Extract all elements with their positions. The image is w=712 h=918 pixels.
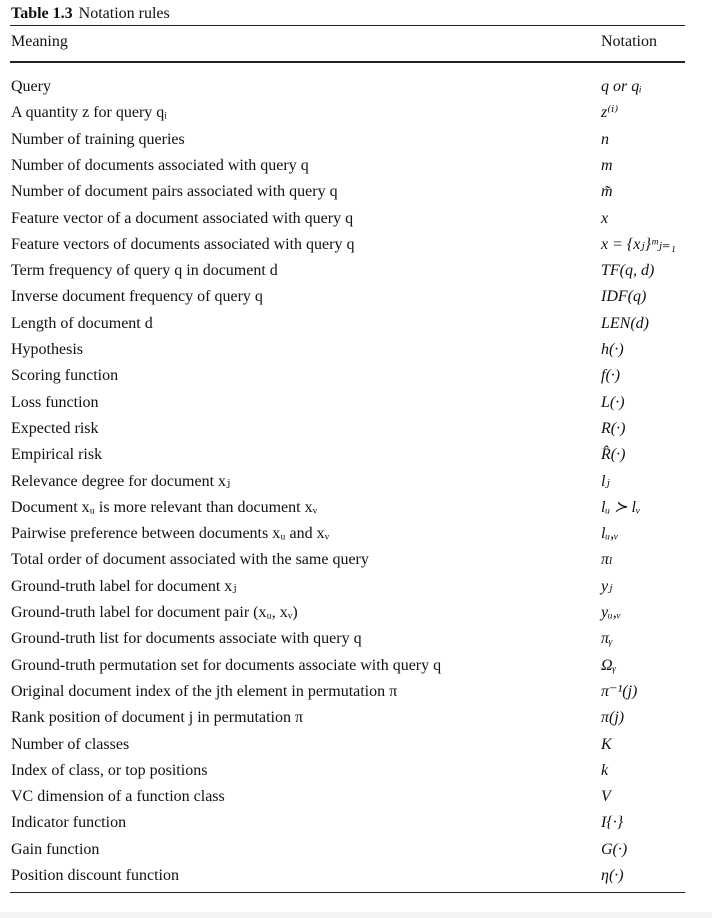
table-caption: [11, 4, 170, 24]
table-row: [11, 234, 686, 256]
notation-cell: R̂(·): [601, 446, 626, 464]
meaning-cell: Empirical risk: [11, 446, 103, 464]
notation-cell: η(·): [601, 867, 624, 884]
table-row: [11, 523, 686, 545]
column-header-notation: Notation: [601, 33, 657, 50]
meaning-cell: Query: [11, 78, 51, 95]
meaning-cell: Original document index of the jth element in permutation π: [11, 682, 398, 700]
notation-cell: π⁻¹(j): [601, 682, 638, 700]
table-row: [11, 655, 686, 677]
notation-cell: z⁽ⁱ⁾: [601, 104, 619, 122]
meaning-cell: Inverse document frequency of query q: [11, 288, 263, 306]
table-row: [11, 628, 686, 650]
meaning-cell: Pairwise preference between documents xᵤ and xᵥ: [11, 525, 330, 543]
meaning-cell: Number of training queries: [11, 130, 185, 148]
meaning-cell: Hypothesis: [11, 341, 83, 358]
meaning-cell: Ground-truth permutation set for documents associate with query q: [11, 656, 442, 674]
table-row: [11, 839, 686, 861]
meaning-cell: Index of class, or top positions: [11, 761, 208, 779]
notation-cell: πᵧ: [601, 630, 613, 648]
table-row: [11, 707, 686, 729]
table-row: [11, 444, 686, 466]
notation-cell: TF(q, d): [601, 262, 655, 280]
meaning-cell: Ground-truth label for document xⱼ: [11, 577, 237, 595]
table-row: [11, 734, 686, 756]
meaning-cell: Number of classes: [11, 735, 130, 753]
meaning-cell: Ground-truth label for document pair (xᵤ, xᵥ): [11, 604, 298, 621]
table-row: [11, 102, 686, 124]
meaning-cell: Expected risk: [11, 419, 99, 437]
meaning-cell: Term frequency of query q in document d: [11, 262, 278, 280]
table-row: [11, 76, 686, 98]
table-row: [11, 313, 686, 335]
table-row: [11, 865, 686, 887]
meaning-cell: Document xᵤ is more relevant than document xᵥ: [11, 498, 318, 516]
notation-cell: m: [601, 156, 613, 174]
notation-cell: πₗ: [601, 551, 613, 569]
table-row: [11, 549, 686, 571]
notation-cell: LEN(d): [601, 314, 649, 332]
meaning-cell: Feature vector of a document associated with query q: [11, 209, 354, 227]
table-row: [11, 576, 686, 598]
notation-cell: Ωᵧ: [601, 656, 617, 674]
column-header-meaning: Meaning: [11, 33, 68, 50]
meaning-cell: Position discount function: [11, 867, 179, 884]
notation-cell: I{·}: [601, 814, 624, 832]
header-rule: [10, 61, 685, 63]
meaning-cell: A quantity z for query qᵢ: [11, 104, 167, 122]
table-row: [11, 786, 686, 808]
table-row: [11, 418, 686, 440]
notation-cell: lᵤ,ᵥ: [601, 525, 619, 543]
notation-cell: m̃: [601, 183, 613, 201]
notation-cell: π(j): [601, 709, 625, 727]
table-row: [11, 760, 686, 782]
meaning-cell: Scoring function: [11, 367, 119, 385]
meaning-cell: Gain function: [11, 840, 100, 858]
table-row: [11, 365, 686, 387]
notation-cell: lᵤ ≻ lᵥ: [601, 498, 641, 516]
notation-cell: G(·): [601, 840, 628, 858]
meaning-cell: Length of document d: [11, 314, 153, 332]
notation-cell: x = {xⱼ}ᵐⱼ₌₁: [601, 235, 676, 253]
table-row: [11, 602, 686, 624]
table-row: [11, 471, 686, 493]
notation-cell: K: [601, 735, 612, 753]
page-bottom-strip: [0, 912, 712, 918]
notation-cell: IDF(q): [601, 288, 647, 306]
table-row: [11, 208, 686, 230]
notation-cell: yᵤ,ᵥ: [601, 604, 622, 621]
notation-cell: L(·): [601, 393, 625, 411]
bottom-rule: [10, 892, 685, 893]
table-row: [11, 129, 686, 151]
table-row: [11, 681, 686, 703]
table-row: [11, 155, 686, 177]
table-row: [11, 497, 686, 519]
table-row: [11, 392, 686, 414]
meaning-cell: Total order of document associated with the same query: [11, 551, 369, 569]
notation-cell: h(·): [601, 341, 624, 358]
notation-cell: q or qᵢ: [601, 78, 642, 95]
table-row: [11, 181, 686, 203]
notation-cell: k: [601, 761, 609, 779]
meaning-cell: VC dimension of a function class: [11, 788, 225, 806]
notation-cell: V: [601, 788, 611, 806]
notation-cell: x: [601, 209, 609, 227]
meaning-cell: Number of documents associated with query q: [11, 156, 309, 174]
notation-cell: f(·): [601, 367, 621, 385]
meaning-cell: Indicator function: [11, 814, 127, 832]
table-row: [11, 286, 686, 308]
meaning-cell: Loss function: [11, 393, 99, 411]
top-rule: [10, 25, 685, 26]
notation-cell: lⱼ: [601, 472, 610, 490]
table-row: [11, 812, 686, 834]
meaning-cell: Relevance degree for document xⱼ: [11, 472, 231, 490]
notation-cell: R(·): [601, 419, 626, 437]
table-number: Table 1.3: [11, 5, 73, 22]
notation-cell: yⱼ: [601, 577, 613, 595]
table-row: [11, 339, 686, 361]
meaning-cell: Rank position of document j in permutation π: [11, 709, 304, 727]
notation-cell: n: [601, 130, 609, 148]
table-title: Notation rules: [78, 5, 170, 22]
meaning-cell: Ground-truth list for documents associate with query q: [11, 630, 362, 648]
table-row: [11, 260, 686, 282]
meaning-cell: Number of document pairs associated with query q: [11, 183, 338, 201]
meaning-cell: Feature vectors of documents associated with query q: [11, 235, 355, 253]
